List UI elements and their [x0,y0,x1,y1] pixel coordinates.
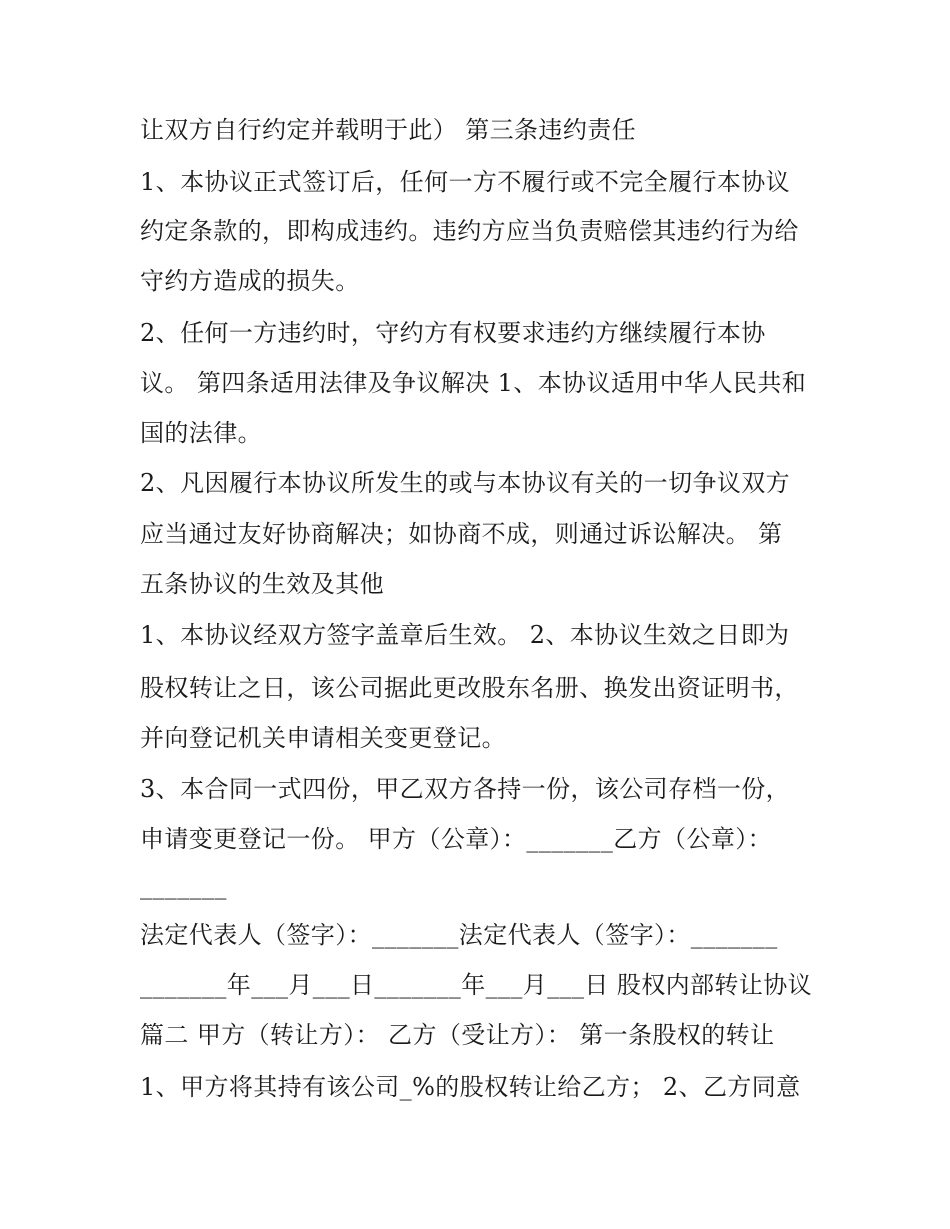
text-line: 股权转让之日，该公司据此更改股东名册、换发出资证明书， [140,674,799,702]
text-line: 让双方自行约定并载明于此） 第三条违约责任 [140,116,637,144]
text-line: 1、本协议经双方签字盖章后生效。 2、本协议生效之日即为 [140,621,790,649]
text-line: 篇二 甲方（转让方）： 乙方（受让方）： 第一条股权的转让 [140,1021,775,1049]
text-line: 申请变更登记一份。 甲方（公章）：_______乙方（公章）： [140,825,773,853]
text-line: 五条协议的生效及其他 [140,570,384,598]
text-line: 并向登记机关申请相关变更登记。 [140,724,506,752]
text-line: 议。 第四条适用法律及争议解决 1、本协议适用中华人民共和 [140,369,807,397]
text-line: 1、本协议正式签订后，任何一方不履行或不完全履行本协议 [140,168,791,196]
text-line: 1、甲方将其持有该公司_%的股权转让给乙方； 2、乙方同意 [140,1073,801,1101]
text-line: _______年___月___日_______年___月___日 股权内部转让协议 [140,971,813,999]
text-line: 法定代表人（签字）：_______法定代表人（签字）：_______ [140,921,778,949]
text-line: 2、凡因履行本协议所发生的或与本协议有关的一切争议双方 [140,469,791,497]
text-line: 国的法律。 [140,419,262,447]
text-line: 应当通过友好协商解决；如协商不成，则通过诉讼解决。 第 [140,520,783,548]
text-line: _______ [140,872,227,900]
text-line: 2、任何一方违约时，守约方有权要求违约方继续履行本协 [140,319,766,347]
text-line: 3、本合同一式四份，甲乙双方各持一份，该公司存档一份， [140,775,791,803]
text-line: 约定条款的，即构成违约。违约方应当负责赔偿其违约行为给 [140,217,799,245]
text-line: 守约方造成的损失。 [140,267,360,295]
